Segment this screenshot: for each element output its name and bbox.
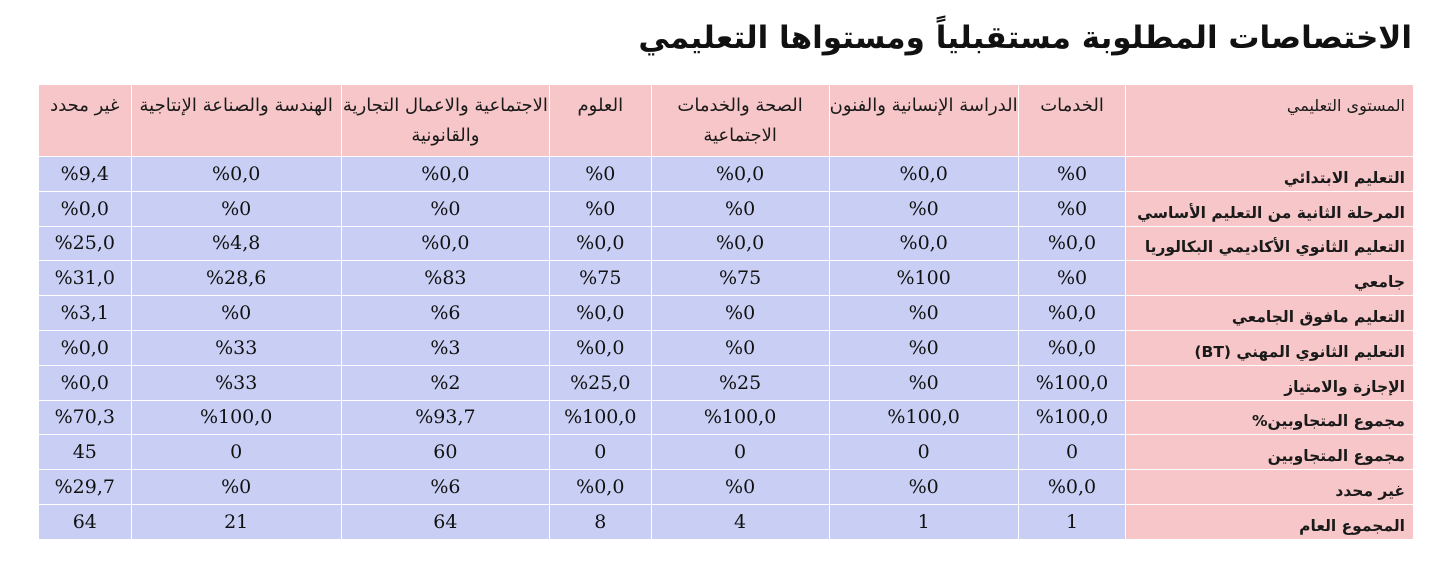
table-row <box>39 435 1414 470</box>
table-row <box>39 504 1414 539</box>
table-cell: %28,6 <box>131 261 341 296</box>
table-cell: 64 <box>39 504 132 539</box>
table-cell: %0,0 <box>829 226 1018 261</box>
table-cell: %0,0 <box>550 470 652 505</box>
table-cell: %0 <box>131 470 341 505</box>
column-header: الاجتماعية والاعمال التجارية والقانونية <box>341 85 549 157</box>
table-cell: %0 <box>651 470 829 505</box>
table-row <box>39 226 1414 261</box>
row-label: التعليم مافوق الجامعي <box>1126 296 1414 331</box>
table-cell: %0,0 <box>341 157 549 192</box>
table-cell: %0,0 <box>550 330 652 365</box>
table-cell: %0 <box>651 296 829 331</box>
table-cell: %0,0 <box>829 157 1018 192</box>
table-row <box>39 470 1414 505</box>
column-header: الهندسة والصناعة الإنتاجية <box>131 85 341 157</box>
table-cell: %0,0 <box>341 226 549 261</box>
table-cell: %0,0 <box>1018 226 1126 261</box>
table-cell: %0 <box>1018 261 1126 296</box>
table-cell: %0,0 <box>39 191 132 226</box>
table-cell: 0 <box>829 435 1018 470</box>
table-cell: %0 <box>1018 191 1126 226</box>
table-cell: 1 <box>1018 504 1126 539</box>
row-label: التعليم الثانوي الأكاديمي البكالوريا <box>1126 226 1414 261</box>
table-cell: %0 <box>651 191 829 226</box>
table-cell: %100 <box>829 261 1018 296</box>
table-cell: %6 <box>341 470 549 505</box>
table-cell: %0 <box>131 191 341 226</box>
table-cell: %100,0 <box>1018 365 1126 400</box>
table-cell: 0 <box>550 435 652 470</box>
table-row <box>39 400 1414 435</box>
table-cell: 8 <box>550 504 652 539</box>
row-label: المرحلة الثانية من التعليم الأساسي <box>1126 191 1414 226</box>
table-cell: %25,0 <box>39 226 132 261</box>
page-title: الاختصاصات المطلوبة مستقبلياً ومستواها التعليمي <box>638 20 1412 56</box>
table-cell: %6 <box>341 296 549 331</box>
table-cell: %0 <box>550 191 652 226</box>
row-label: التعليم الابتدائي <box>1126 157 1414 192</box>
table-cell: %0,0 <box>550 296 652 331</box>
table-cell: %100,0 <box>131 400 341 435</box>
table-cell: %25,0 <box>550 365 652 400</box>
row-label: مجموع المتجاوبين% <box>1126 400 1414 435</box>
table-cell: %0 <box>829 191 1018 226</box>
table-cell: %4,8 <box>131 226 341 261</box>
table-cell: 45 <box>39 435 132 470</box>
header-row <box>39 85 1414 157</box>
table-cell: %0,0 <box>39 330 132 365</box>
table-cell: %100,0 <box>1018 400 1126 435</box>
table-cell: 21 <box>131 504 341 539</box>
column-header: الدراسة الإنسانية والفنون <box>829 85 1018 157</box>
table-body <box>39 157 1414 540</box>
table-row <box>39 191 1414 226</box>
table-cell: %83 <box>341 261 549 296</box>
table-cell: %0,0 <box>1018 330 1126 365</box>
table-cell: 0 <box>651 435 829 470</box>
table-cell: %29,7 <box>39 470 132 505</box>
table-row <box>39 330 1414 365</box>
table-cell: %0 <box>829 470 1018 505</box>
table-cell: 1 <box>829 504 1018 539</box>
table-row <box>39 261 1414 296</box>
table-cell: %0 <box>341 191 549 226</box>
table-cell: %93,7 <box>341 400 549 435</box>
table-cell: %100,0 <box>550 400 652 435</box>
table-cell: %0,0 <box>1018 470 1126 505</box>
table-cell: %31,0 <box>39 261 132 296</box>
table-cell: %2 <box>341 365 549 400</box>
row-label: الإجازة والامتياز <box>1126 365 1414 400</box>
column-header: المستوى التعليمي <box>1126 85 1414 157</box>
table-cell: %0,0 <box>131 157 341 192</box>
table-row <box>39 296 1414 331</box>
table-cell: %70,3 <box>39 400 132 435</box>
table-cell: %0 <box>829 296 1018 331</box>
column-header: العلوم <box>550 85 652 157</box>
table-cell: 64 <box>341 504 549 539</box>
table-cell: %33 <box>131 365 341 400</box>
table-cell: %0,0 <box>651 157 829 192</box>
table-cell: %0,0 <box>651 226 829 261</box>
table-cell: %0 <box>651 330 829 365</box>
table-cell: %0 <box>131 296 341 331</box>
table-cell: %0,0 <box>1018 296 1126 331</box>
table-cell: 0 <box>1018 435 1126 470</box>
table-cell: %0,0 <box>39 365 132 400</box>
table-cell: %9,4 <box>39 157 132 192</box>
table-row <box>39 365 1414 400</box>
table-cell: %0 <box>550 157 652 192</box>
column-header: غير محدد <box>39 85 132 157</box>
row-label: غير محدد <box>1126 470 1414 505</box>
row-label: المجموع العام <box>1126 504 1414 539</box>
table-cell: %33 <box>131 330 341 365</box>
table-cell: %100,0 <box>651 400 829 435</box>
row-label: التعليم الثانوي المهني (BT) <box>1126 330 1414 365</box>
table-row <box>39 157 1414 192</box>
data-table <box>38 84 1414 540</box>
column-header: الصحة والخدمات الاجتماعية <box>651 85 829 157</box>
table-cell: 0 <box>131 435 341 470</box>
table-cell: %75 <box>651 261 829 296</box>
row-label: مجموع المتجاوبين <box>1126 435 1414 470</box>
table-cell: %100,0 <box>829 400 1018 435</box>
table-cell: %0 <box>1018 157 1126 192</box>
table-cell: %75 <box>550 261 652 296</box>
table-cell: %0 <box>829 365 1018 400</box>
table-cell: %3 <box>341 330 549 365</box>
table-cell: %0,0 <box>550 226 652 261</box>
table-cell: %0 <box>829 330 1018 365</box>
table-cell: %3,1 <box>39 296 132 331</box>
table-cell: 60 <box>341 435 549 470</box>
table-cell: 4 <box>651 504 829 539</box>
row-label: جامعي <box>1126 261 1414 296</box>
column-header: الخدمات <box>1018 85 1126 157</box>
table-cell: %25 <box>651 365 829 400</box>
